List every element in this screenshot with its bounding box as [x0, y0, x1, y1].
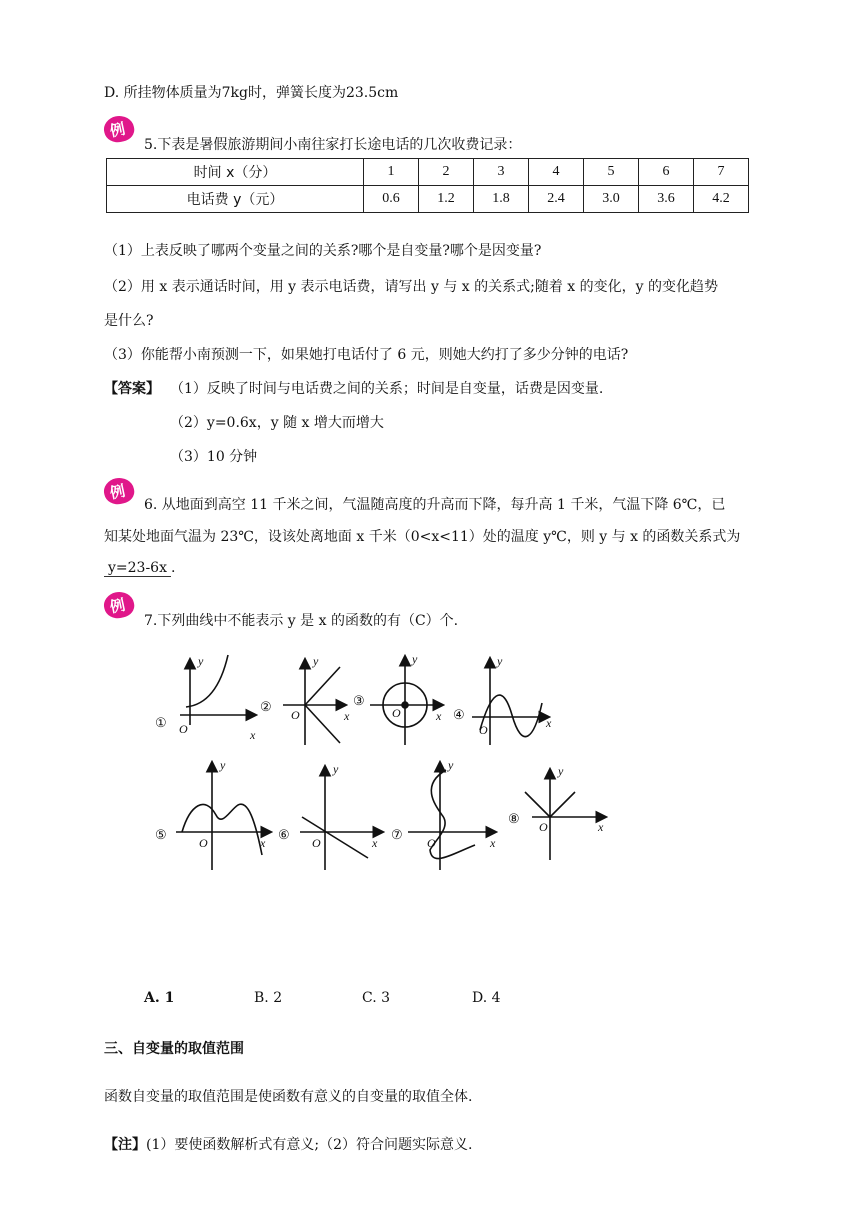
graph-3	[370, 657, 442, 745]
svg-text:y: y	[448, 758, 454, 772]
option-d-line: D. 所挂物体质量为7kg时，弹簧长度为23.5cm	[104, 85, 399, 101]
svg-text:y: y	[313, 654, 319, 668]
option-b: B. 2	[254, 990, 283, 1006]
answer-2: （2）y=0.6x，y 随 x 增大而增大	[170, 415, 384, 431]
q5-part3: （3）你能帮小南预测一下，如果她打电话付了 6 元，则她大约打了多少分钟的电话?	[104, 347, 629, 363]
graph-6	[300, 767, 382, 870]
note-line	[104, 1134, 472, 1154]
svg-text:O: O	[392, 706, 401, 720]
graph-8	[525, 770, 605, 860]
svg-text:O: O	[539, 820, 548, 834]
table-cell: 1	[364, 159, 419, 186]
table-cell: 6	[639, 159, 694, 186]
table-cell: 4.2	[694, 186, 749, 213]
svg-text:O: O	[179, 722, 188, 736]
section-heading: 三、自变量的取值范围	[104, 1041, 244, 1057]
example-badge-icon: 例	[104, 116, 134, 142]
graph-label: ①	[155, 715, 167, 730]
table-cell: 2	[419, 159, 474, 186]
example-badge-icon: 例	[104, 478, 134, 504]
svg-text:y: y	[333, 762, 339, 776]
q5-stem: 5.下表是暑假旅游期间小南往家打长途电话的几次收费记录：	[144, 137, 522, 153]
q6-line2: 知某处地面气温为 23℃，设该处离地面 x 千米（0<x<11）处的温度 y℃，则 y 与 x 的函数关系式为	[104, 529, 741, 545]
fee-table	[106, 158, 749, 213]
table-header-time: 时间 x（分）	[107, 159, 364, 186]
graph-label: ③	[353, 693, 365, 708]
graph-label: ④	[453, 707, 465, 722]
svg-text:x: x	[598, 820, 604, 834]
table-cell: 5	[584, 159, 639, 186]
option-a: A. 1	[144, 990, 175, 1006]
note-text: (1）要使函数解析式有意义;（2）符合问题实际意义.	[146, 1137, 473, 1153]
svg-text:y: y	[497, 654, 503, 668]
table-cell: 1.8	[474, 186, 529, 213]
svg-text:x: x	[260, 836, 266, 850]
table-row	[107, 186, 749, 213]
answer-1: （1）反映了时间与电话费之间的关系；时间是自变量，话费是因变量.	[170, 381, 604, 397]
svg-text:O: O	[312, 836, 321, 850]
graph-label: ⑥	[278, 827, 290, 842]
table-row	[107, 159, 749, 186]
option-d: D. 4	[472, 990, 501, 1006]
table-header-fee: 电话费 y（元）	[107, 186, 364, 213]
graph-7	[408, 763, 495, 870]
function-graphs-figure	[150, 645, 620, 875]
table-cell: 0.6	[364, 186, 419, 213]
table-cell: 7	[694, 159, 749, 186]
graph-2	[283, 660, 345, 745]
svg-text:O: O	[479, 723, 488, 737]
svg-text:x: x	[372, 836, 378, 850]
note-label: 【注】	[104, 1137, 146, 1153]
svg-text:x: x	[436, 709, 442, 723]
graph-label: ⑤	[155, 827, 167, 842]
graph-1	[180, 655, 255, 725]
table-cell: 3.6	[639, 186, 694, 213]
svg-text:O: O	[427, 836, 436, 850]
graph-label: ②	[260, 699, 272, 714]
q5-part2-line2: 是什么?	[104, 313, 154, 329]
graph-label: ⑦	[391, 827, 403, 842]
svg-text:y: y	[220, 758, 226, 772]
q6-answer: y=23-6x	[104, 560, 171, 577]
q7-stem: 7.下列曲线中不能表示 y 是 x 的函数的有（C）个.	[144, 613, 459, 629]
svg-text:y: y	[412, 652, 418, 666]
svg-text:x: x	[546, 716, 552, 730]
graph-label: ⑧	[508, 811, 520, 826]
table-cell: 4	[529, 159, 584, 186]
table-cell: 2.4	[529, 186, 584, 213]
svg-text:O: O	[199, 836, 208, 850]
table-cell: 3.0	[584, 186, 639, 213]
graph-5	[176, 763, 270, 870]
q5-part2-line1: （2）用 x 表示通话时间，用 y 表示电话费，请写出 y 与 x 的关系式;随着 x 的变化，y 的变化趋势	[104, 279, 718, 295]
q5-part1: （1）上表反映了哪两个变量之间的关系?哪个是自变量?哪个是因变量?	[104, 243, 542, 259]
svg-text:O: O	[291, 708, 300, 722]
answer-label: 【答案】	[104, 381, 160, 397]
section-paragraph: 函数自变量的取值范围是使函数有意义的自变量的取值全体.	[104, 1089, 473, 1105]
svg-text:x: x	[490, 836, 496, 850]
table-cell: 1.2	[419, 186, 474, 213]
svg-text:y: y	[558, 764, 564, 778]
answer-3: （3）10 分钟	[170, 449, 258, 465]
example-badge-icon: 例	[104, 592, 134, 618]
svg-text:x: x	[250, 728, 256, 742]
option-c: C. 3	[362, 990, 391, 1006]
table-cell: 3	[474, 159, 529, 186]
svg-text:x: x	[344, 709, 350, 723]
svg-text:y: y	[198, 654, 204, 668]
q6-line1: 6. 从地面到高空 11 千米之间，气温随高度的升高而下降，每升高 1 千米，气温下降 6℃，已	[144, 497, 726, 513]
q6-answer-line: y=23-6x .	[104, 560, 175, 576]
